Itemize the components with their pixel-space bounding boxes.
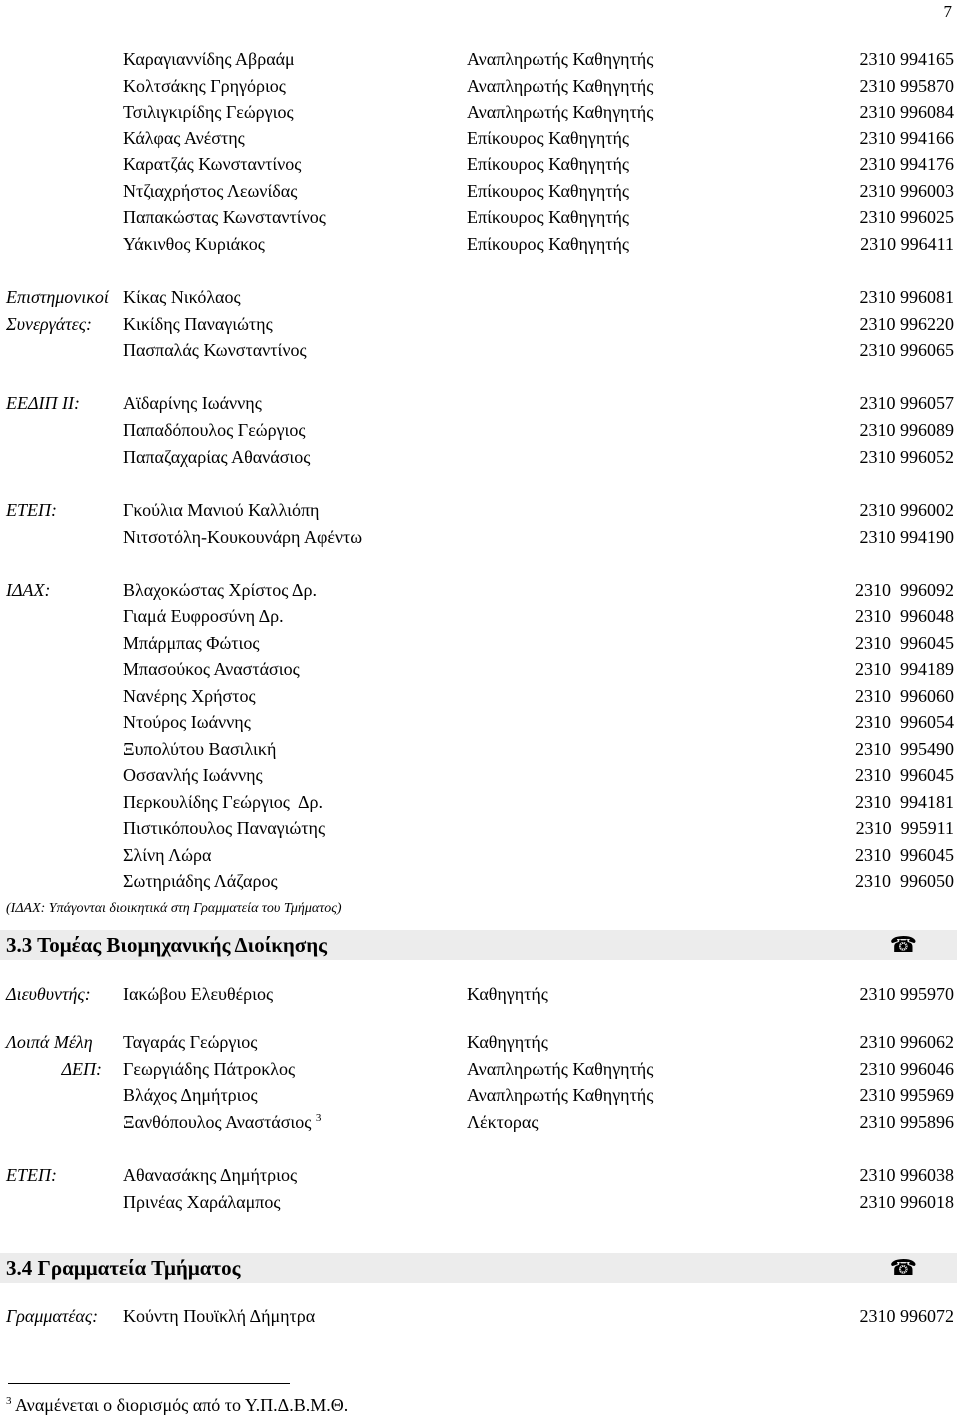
list-item: [0, 1163, 960, 1187]
idax-note: (ΙΔΑΧ: Υπάγονται διοικητικά στη Γραμματεία του Τμήματος): [6, 901, 342, 916]
person-name: Περκουλίδης Γεώργιος Δρ.: [123, 792, 324, 812]
list-item: [0, 1190, 960, 1214]
group-label: Συνεργάτες:: [6, 314, 93, 334]
section-title: 3.4 Γραμματεία Τμήματος: [6, 1256, 241, 1280]
phone-number: 2310 996411: [860, 234, 954, 254]
group-label: Επιστημονικοί: [6, 287, 109, 307]
phone-number: 2310 996038: [859, 1165, 954, 1185]
phone-number: 2310 996081: [859, 287, 954, 307]
list-item: [0, 1030, 960, 1054]
person-name: Αϊδαρίνης Ιωάννης: [123, 393, 262, 413]
phone-number: 2310 996089: [859, 420, 954, 440]
footnote: [6, 1395, 348, 1416]
person-name: Παπακώστας Κωνσταντίνος: [123, 207, 326, 227]
list-item: [0, 684, 960, 708]
phone-number: 2310 995896: [859, 1112, 954, 1132]
phone-number: 2310 995490: [855, 739, 954, 759]
group-label: ΙΔΑΧ:: [6, 580, 51, 600]
list-item: [0, 710, 960, 734]
footnote-text: Αναμένεται ο διορισμός από το Υ.Π.Δ.Β.Μ.Θ.: [15, 1395, 349, 1415]
list-item: [0, 285, 960, 309]
telephone-icon: ☎: [889, 932, 917, 957]
group-label: Λοιπά Μέλη: [6, 1032, 93, 1052]
person-rank: Αναπληρωτής Καθηγητής: [467, 49, 654, 69]
person-name: Πρινέας Χαράλαμπος: [123, 1192, 281, 1212]
person-name: Σλίνη Λώρα: [123, 845, 212, 865]
person-rank: Καθηγητής: [467, 984, 548, 1004]
group-label: ΕΕΔΙΠ ΙΙ:: [6, 393, 81, 413]
person-name: Μπασούκος Αναστάσιος: [123, 659, 300, 679]
person-name: Κάλφας Ανέστης: [123, 128, 245, 148]
list-item: [0, 312, 960, 336]
person-name: Κούντη Πουϊκλή Δήμητρα: [123, 1306, 316, 1326]
person-rank: Αναπληρωτής Καθηγητής: [467, 1085, 654, 1105]
person-name: Βλαχοκώστας Χρίστος Δρ.: [123, 580, 317, 600]
group-label: Γραμματέας:: [6, 1306, 99, 1326]
list-item: [0, 578, 960, 602]
person-name: Ιακώβου Ελευθέριος: [123, 984, 274, 1004]
footnote-separator: [8, 1383, 290, 1384]
section-title: 3.3 Τομέας Βιομηχανικής Διοίκησης: [6, 933, 327, 957]
list-item: [0, 869, 960, 893]
person-rank: Καθηγητής: [467, 1032, 548, 1052]
person-name: Καρατζάς Κωνσταντίνος: [123, 154, 302, 174]
list-item: [0, 445, 960, 469]
list-item: [0, 418, 960, 442]
list-item: [0, 790, 960, 814]
list-item: [0, 232, 960, 256]
person-rank: Επίκουρος Καθηγητής: [467, 154, 630, 174]
group-label: ΔΕΠ:: [61, 1059, 102, 1079]
person-name: Καραγιαννίδης Αβραάμ: [123, 49, 295, 69]
list-item: [0, 1083, 960, 1107]
person-rank: Επίκουρος Καθηγητής: [467, 128, 630, 148]
page-number: 7: [943, 2, 952, 21]
secretary-row: [0, 1304, 960, 1328]
phone-number: 2310 996060: [855, 686, 954, 706]
group-label: ΕΤΕΠ:: [6, 500, 57, 520]
phone-number: 2310 995870: [859, 76, 954, 96]
person-rank: Επίκουρος Καθηγητής: [467, 207, 630, 227]
person-name: Τσιλιγκιρίδης Γεώργιος: [123, 102, 294, 122]
person-name: Οσσανλής Ιωάννης: [123, 765, 263, 785]
group-label: Διευθυντής:: [6, 984, 91, 1004]
person-name: Νιτσοτόλη-Κουκουνάρη Αφέντω: [123, 527, 363, 547]
list-item: [0, 391, 960, 415]
list-item: [0, 126, 960, 150]
section-header-3-3: [0, 930, 957, 960]
person-name: Μπάρμπας Φώτιος: [123, 633, 260, 653]
person-name-with-note: [123, 1110, 321, 1137]
person-name: Νανέρης Χρήστος: [123, 686, 256, 706]
person-rank: Αναπληρωτής Καθηγητής: [467, 1059, 654, 1079]
person-rank: Αναπληρωτής Καθηγητής: [467, 76, 654, 96]
group-label: ΕΤΕΠ:: [6, 1165, 57, 1185]
list-item: [0, 179, 960, 203]
person-rank: Επίκουρος Καθηγητής: [467, 181, 630, 201]
list-item: [0, 152, 960, 176]
list-item: [0, 604, 960, 628]
phone-number: 2310 996054: [855, 712, 954, 732]
phone-number: 2310 994190: [859, 527, 954, 547]
phone-number: 2310 994189: [855, 659, 954, 679]
phone-number: 2310 996220: [859, 314, 954, 334]
person-rank: Επίκουρος Καθηγητής: [467, 234, 630, 254]
person-name: Ξυπολύτου Βασιλική: [123, 739, 277, 759]
director-row: [0, 982, 960, 1006]
list-item: [0, 47, 960, 71]
person-name: Σωτηριάδης Λάζαρος: [123, 871, 278, 891]
phone-number: 2310 996050: [855, 871, 954, 891]
phone-number: 2310 994181: [855, 792, 954, 812]
telephone-icon: ☎: [889, 1255, 917, 1280]
person-name: Ντζιαχρήστος Λεωνίδας: [123, 181, 298, 201]
list-item: [0, 100, 960, 124]
person-name: Αθανασάκης Δημήτριος: [123, 1165, 298, 1185]
list-item: [0, 74, 960, 98]
list-item: [0, 763, 960, 787]
phone-number: 2310 994165: [859, 49, 954, 69]
phone-number: 2310 996046: [859, 1059, 954, 1079]
person-name: Κικίδης Παναγιώτης: [123, 314, 273, 334]
phone-number: 2310 996002: [859, 500, 954, 520]
phone-number: 2310 996018: [859, 1192, 954, 1212]
phone-number: 2310 995969: [859, 1085, 954, 1105]
person-name: Κίκας Νικόλαος: [123, 287, 241, 307]
list-item: [0, 631, 960, 655]
phone-number: 2310 996045: [855, 845, 954, 865]
phone-number: 2310 996052: [859, 447, 954, 467]
phone-number: 2310 996048: [855, 606, 954, 626]
person-name: Πασπαλάς Κωνσταντίνος: [123, 340, 307, 360]
phone-number: 2310 996072: [859, 1306, 954, 1326]
person-name: Γιαμά Ευφροσύνη Δρ.: [123, 606, 284, 626]
phone-number: 2310 996045: [855, 765, 954, 785]
phone-number: 2310 996062: [859, 1032, 954, 1052]
list-item: [0, 1110, 960, 1134]
person-rank: Αναπληρωτής Καθηγητής: [467, 102, 654, 122]
list-item: [0, 205, 960, 229]
footnote-ref: 3: [315, 1112, 322, 1124]
list-item: [0, 657, 960, 681]
phone-number: 2310 996045: [855, 633, 954, 653]
phone-number: 2310 996057: [859, 393, 954, 413]
phone-number: 2310 995911: [855, 818, 954, 838]
person-rank: Λέκτορας: [467, 1112, 539, 1132]
phone-number: 2310 996025: [859, 207, 954, 227]
list-item: [0, 1057, 960, 1081]
phone-number: 2310 994166: [859, 128, 954, 148]
list-item: [0, 338, 960, 362]
person-name: Πιστικόπουλος Παναγιώτης: [123, 818, 326, 838]
person-name: Κολτσάκης Γρηγόριος: [123, 76, 286, 96]
phone-number: 2310 996065: [859, 340, 954, 360]
person-name: Ταγαράς Γεώργιος: [123, 1032, 258, 1052]
person-name: Ξανθόπουλος Αναστάσιος: [123, 1112, 312, 1132]
list-item: [0, 525, 960, 549]
footnote-mark: 3: [6, 1395, 12, 1407]
person-name: Ντούρος Ιωάννης: [123, 712, 251, 732]
phone-number: 2310 996092: [855, 580, 954, 600]
list-item: [0, 737, 960, 761]
person-name: Παπαζαχαρίας Αθανάσιος: [123, 447, 311, 467]
list-item: [0, 498, 960, 522]
list-item: [0, 843, 960, 867]
phone-number: 2310 996003: [859, 181, 954, 201]
person-name: Υάκινθος Κυριάκος: [123, 234, 265, 254]
person-name: Παπαδόπουλος Γεώργιος: [123, 420, 306, 440]
person-name: Γκούλια Μανιού Καλλιόπη: [123, 500, 320, 520]
phone-number: 2310 995970: [859, 984, 954, 1004]
person-name: Γεωργιάδης Πάτροκλος: [123, 1059, 296, 1079]
list-item: [0, 816, 960, 840]
section-header-3-4: [0, 1253, 957, 1283]
phone-number: 2310 994176: [859, 154, 954, 174]
person-name: Βλάχος Δημήτριος: [123, 1085, 258, 1105]
phone-number: 2310 996084: [859, 102, 954, 122]
